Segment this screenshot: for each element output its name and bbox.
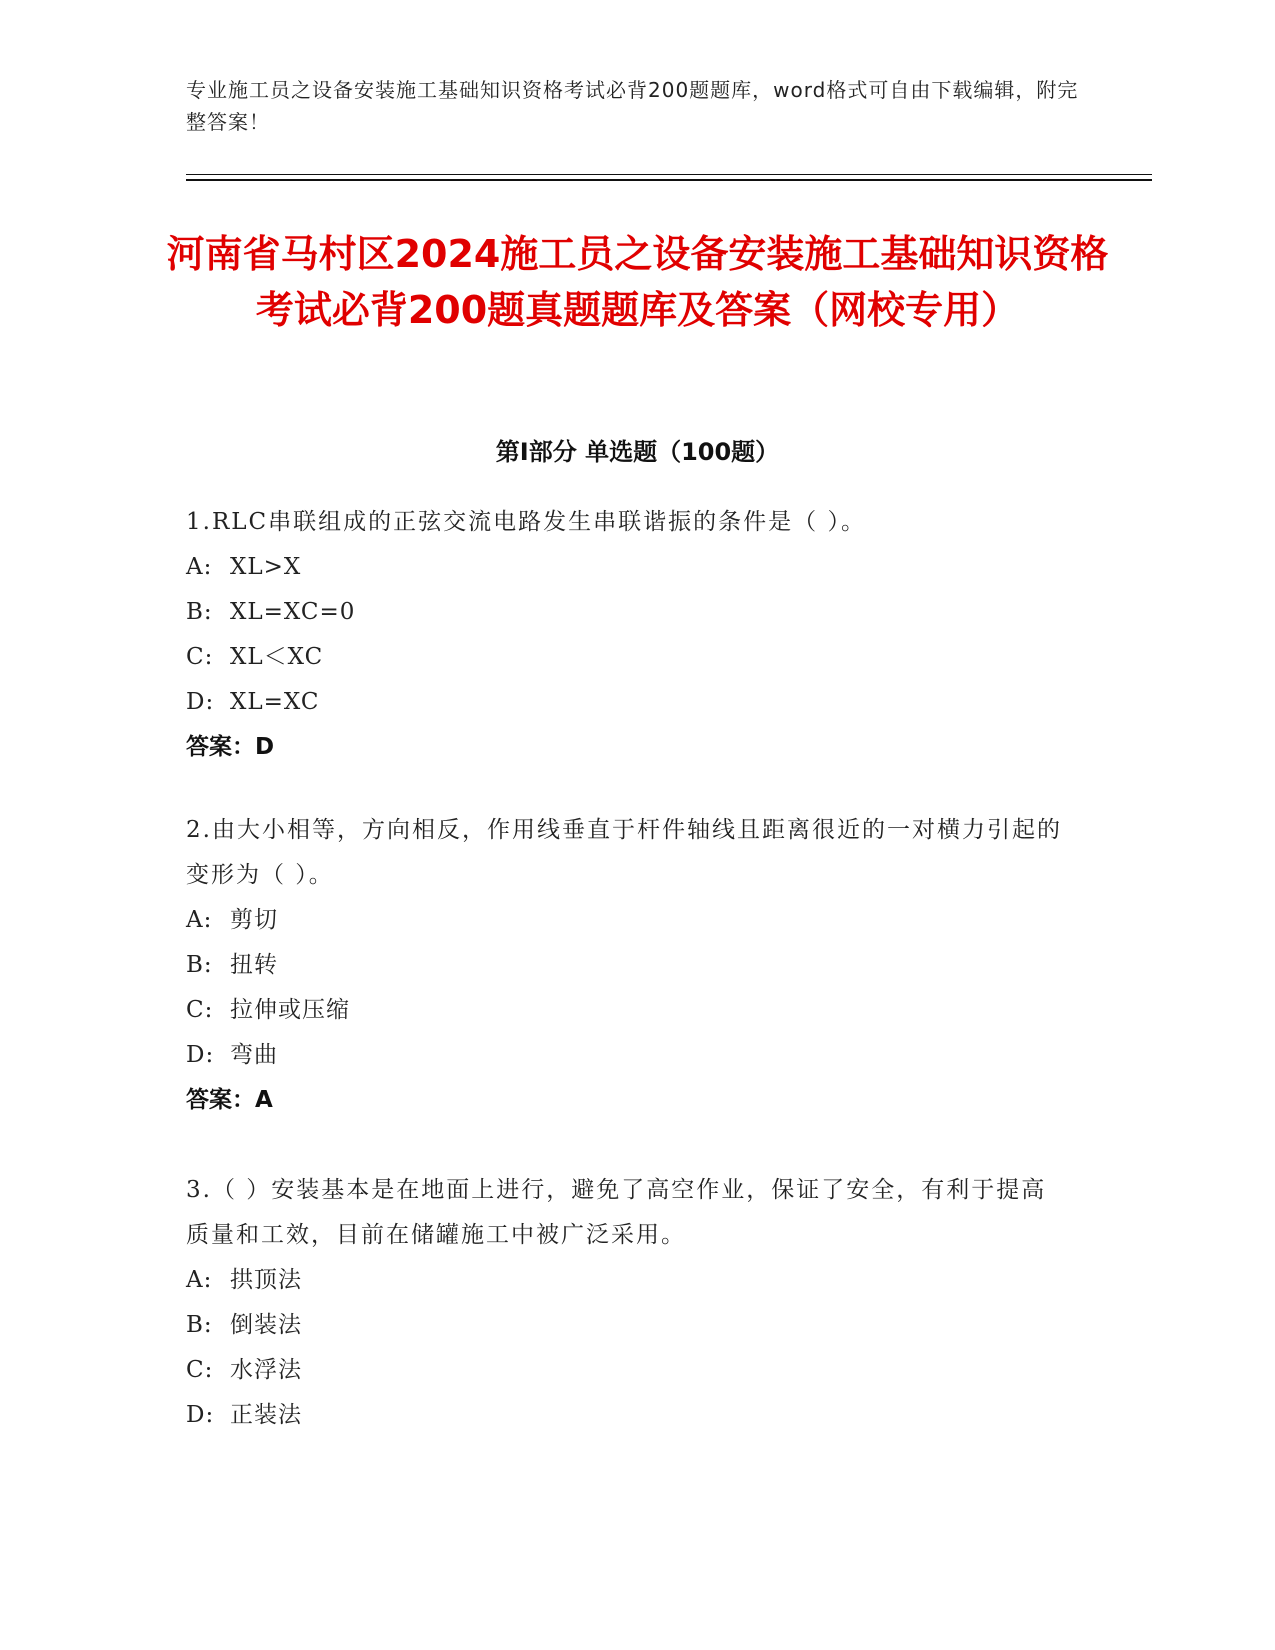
option-d: [186, 680, 1066, 725]
option-key: A:: [186, 1267, 213, 1293]
answer: 答案：A: [186, 1087, 273, 1113]
document-title: 河南省马村区2024施工员之设备安装施工基础知识资格考试必背200题真题题库及答案（网校专用）: [166, 232, 1109, 332]
option-key: C:: [186, 997, 214, 1023]
option-text: 正装法: [230, 1402, 302, 1428]
option-c: [186, 1348, 1066, 1393]
option-text: 扭转: [230, 952, 278, 978]
option-a: [186, 898, 1066, 943]
question-stem: 1.RLC串联组成的正弦交流电路发生串联谐振的条件是（ ）。: [186, 509, 866, 535]
header-divider-thick: [186, 179, 1152, 181]
option-d: [186, 1033, 1066, 1078]
answer: 答案：D: [186, 734, 275, 760]
option-key: B:: [186, 1312, 213, 1338]
option-text: XL>X: [230, 554, 302, 580]
option-key: B:: [186, 599, 213, 625]
option-d: [186, 1393, 1066, 1438]
option-c: [186, 988, 1066, 1033]
question-stem: 3.（ ）安装基本是在地面上进行，避免了高空作业，保证了安全，有利于提高质量和工效，目前在储罐施工中被广泛采用。: [186, 1177, 1047, 1248]
option-text: 水浮法: [230, 1357, 302, 1383]
option-text: 拉伸或压缩: [230, 997, 350, 1023]
section-heading: 第I部分 单选题（100题）: [495, 438, 780, 466]
question-2: [186, 808, 1066, 1123]
option-key: A:: [186, 554, 213, 580]
option-key: B:: [186, 952, 213, 978]
option-key: C:: [186, 644, 214, 670]
option-text: 剪切: [230, 907, 278, 933]
option-text: XL=XC=0: [230, 599, 356, 625]
header-divider-thin: [186, 174, 1152, 175]
option-text: 弯曲: [230, 1042, 278, 1068]
option-key: A:: [186, 907, 213, 933]
question-1: [186, 500, 1066, 770]
option-a: [186, 1258, 1066, 1303]
question-stem: 2.由大小相等，方向相反，作用线垂直于杆件轴线且距离很近的一对横力引起的变形为（ ）。: [186, 817, 1062, 888]
option-c: [186, 635, 1066, 680]
header-note: 专业施工员之设备安装施工基础知识资格考试必背200题题库，word格式可自由下载编辑，附完整答案！: [186, 78, 1079, 134]
option-text: XL＜XC: [230, 644, 324, 670]
option-key: D:: [186, 689, 215, 715]
option-key: C:: [186, 1357, 214, 1383]
option-b: [186, 590, 1066, 635]
option-text: 倒装法: [230, 1312, 302, 1338]
option-key: D:: [186, 1402, 215, 1428]
option-b: [186, 943, 1066, 988]
option-text: 拱顶法: [230, 1267, 302, 1293]
option-key: D:: [186, 1042, 215, 1068]
option-a: [186, 545, 1066, 590]
question-3: [186, 1168, 1066, 1438]
option-b: [186, 1303, 1066, 1348]
option-text: XL=XC: [230, 689, 320, 715]
